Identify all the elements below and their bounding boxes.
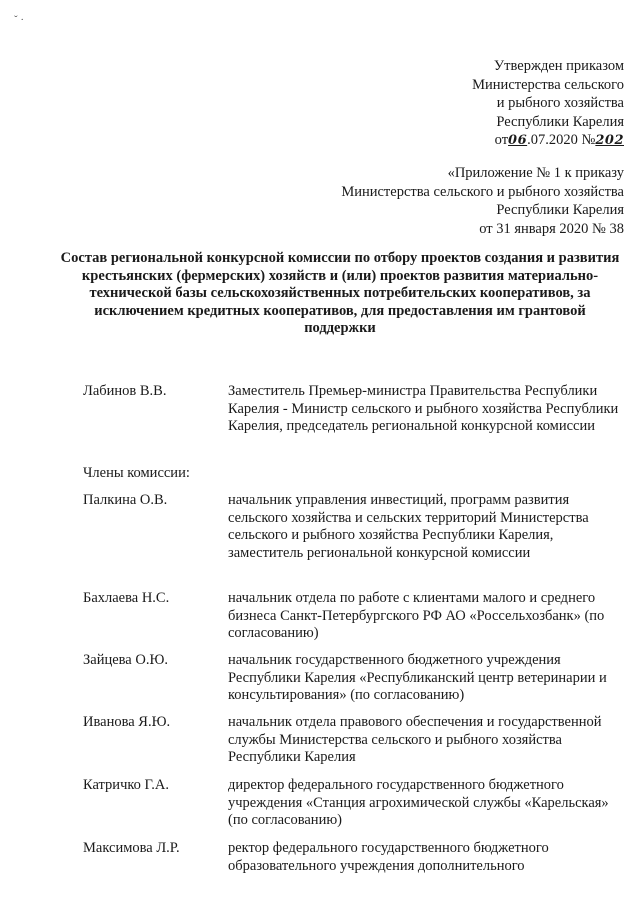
handwritten-day: 06 <box>508 133 528 148</box>
date-prefix: от <box>494 132 509 148</box>
member-name: Максимова Л.Р. <box>83 840 180 856</box>
member-role: директор федерального государственного бюджетного учреждения «Станция агрохимической службы «Карельская» (по согласованию) <box>228 777 609 828</box>
member-role: начальник отдела по работе с клиентами малого и среднего бизнеса Санкт-Петербургского РФ АО «Россельхозбанк» (по согласованию) <box>228 590 605 641</box>
date-rest: .07.2020 № <box>527 132 596 148</box>
handwritten-number: 202 <box>595 133 624 148</box>
member-role: начальник управления инвестиций, программ развития сельского хозяйства и сельских территорий Министерства сельского и рыбного хозяйства Республики Карелия, заместитель региональной конкурсной комиссии <box>228 492 589 561</box>
approval-line: Республики Карелия <box>496 113 624 130</box>
member-name: Зайцева О.Ю. <box>83 652 168 668</box>
approval-date-line <box>472 131 624 151</box>
members-heading: Члены комиссии: <box>83 465 190 481</box>
member-role: начальник отдела правового обеспечения и государственной службы Министерства сельского и рыбного хозяйства Республики Карелия <box>228 714 602 765</box>
approval-line: Утвержден приказом <box>493 58 624 74</box>
member-name: Лабинов В.В. <box>83 383 167 399</box>
member-name: Палкина О.В. <box>83 492 168 508</box>
member-role: начальник государственного бюджетного учреждения Республики Карелия «Республиканский центр ветеринарии и консультирования» (по согласованию) <box>228 652 607 703</box>
appendix-line: Министерства сельского и рыбного хозяйства <box>341 183 624 200</box>
appendix-line: от 31 января 2020 № 38 <box>479 220 624 237</box>
appendix-line: «Приложение № 1 к приказу <box>447 165 624 181</box>
appendix-line: Республики Карелия <box>496 202 624 218</box>
document-title: Состав региональной конкурсной комиссии по отбору проектов создания и развития крестьянских (фермерских) хозяйств и (или) проектов развития материально-технической базы сельскохозяйственных потребительских кооперативов, за исключением кредитных кооперативов, для предоставления им грантовой поддержки <box>60 250 620 336</box>
member-role: Заместитель Премьер-министра Правительства Республики Карелия - Министр сельского и рыбного хозяйства Республики Карелия, председатель региональной конкурсной комиссии <box>228 383 619 434</box>
approval-stamp <box>472 57 624 151</box>
scan-artifact: ˇ · <box>14 14 25 26</box>
member-name: Бахлаева Н.С. <box>83 590 170 606</box>
member-name: Катричко Г.А. <box>83 777 170 793</box>
member-role: ректор федерального государственного бюджетного образовательного учреждения дополнительного <box>228 840 549 874</box>
appendix-reference <box>341 164 624 238</box>
approval-line: Министерства сельского <box>472 76 624 93</box>
member-name: Иванова Я.Ю. <box>83 714 171 730</box>
approval-line: и рыбного хозяйства <box>496 95 624 111</box>
